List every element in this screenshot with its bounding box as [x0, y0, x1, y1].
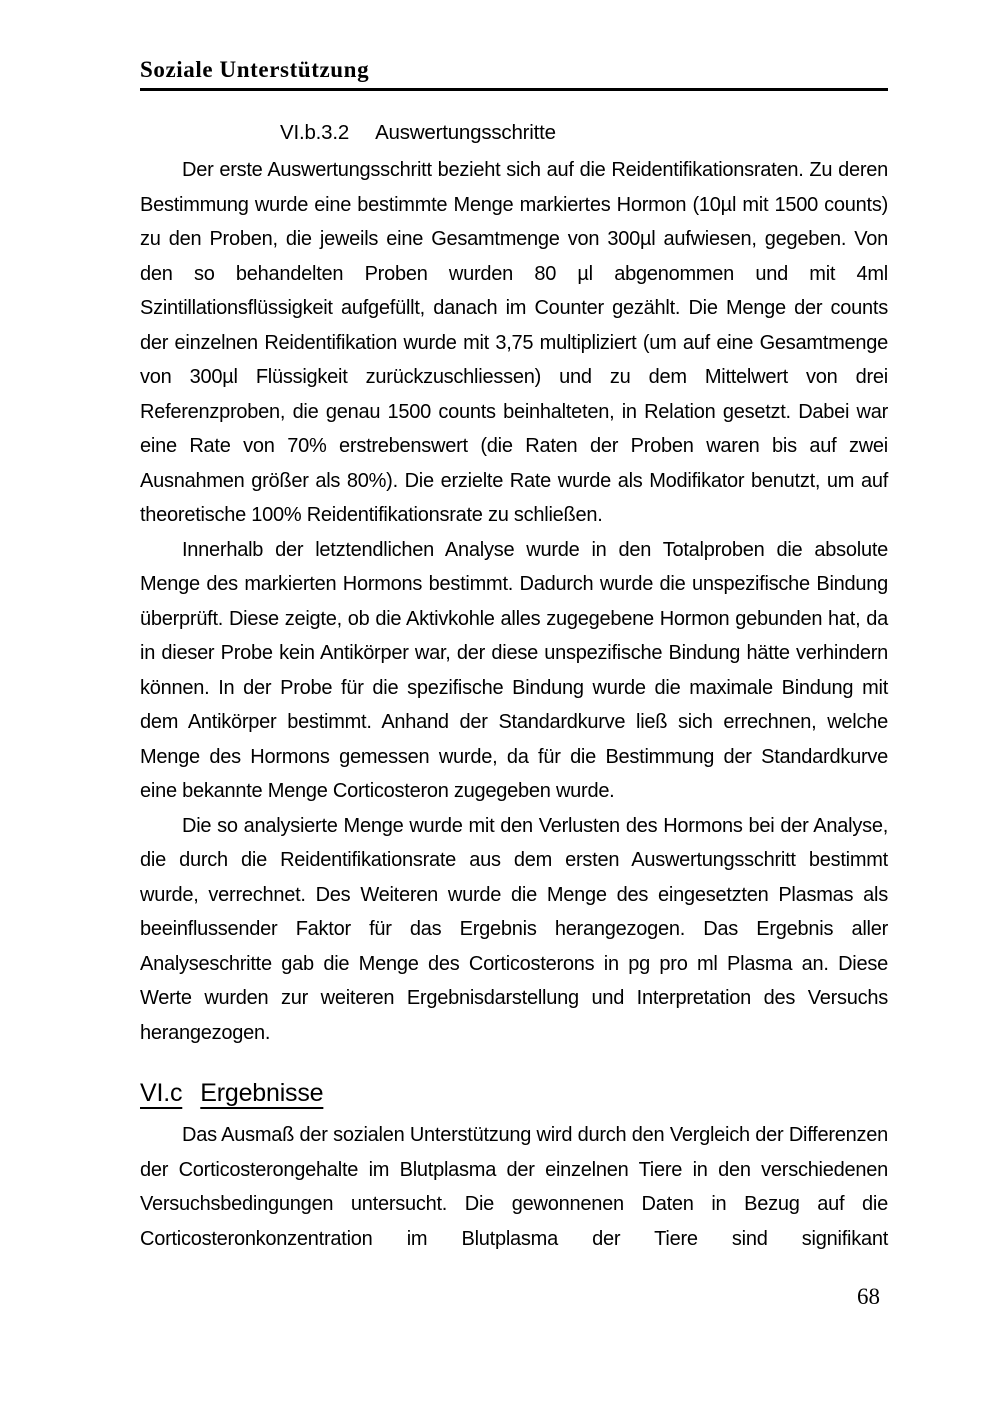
- paragraph-results-intro: Das Ausmaß der sozialen Unterstützung wird durch den Vergleich der Differenzen der Corticosterongehalte im Blutplasma der einzelnen Tiere in den verschiedenen Versuchsbedingungen untersucht. Die gewonnenen Daten in Bezug auf die Corticosteronkonzentration im Blutplasma der Tiere sind signifikant: [140, 1124, 888, 1250]
- paragraph-binding-analysis: Innerhalb der letztendlichen Analyse wurde in den Totalproben die absolute Menge des markierten Hormons bestimmt. Dadurch wurde die unspezifische Bindung überprüft. Diese zeigte, ob die Aktivkohle alles zugegebene Hormon gebunden hat, da in dieser Probe kein Antikörper war, der diese unspezifische Bindung hätte verhindern können. In der Probe für die spezifische Bindung wurde die maximale Bindung mit dem Antikörper bestimmt. Anhand der Standardkurve ließ sich errechnen, welche Menge des Hormons gemessen wurde, da für die Bestimmung der Standardkurve eine bekannte Menge Corticosteron zugegeben wurde.: [140, 538, 888, 802]
- page-number: 68: [857, 1284, 880, 1309]
- page-footer: [140, 1282, 888, 1312]
- running-header: [140, 56, 888, 91]
- paragraph-reidentification: Der erste Auswertungsschritt bezieht sich auf die Reidentifikationsraten. Zu deren Bestimmung wurde eine bestimmte Menge markiertes Hormon (10µl mit 1500 counts) zu den Proben, die jeweils eine Gesamtmenge von 300µl aufwiesen, gegeben. Von den so behandelten Proben wurden 80 µl abgenommen und mit 4ml Szintillationsflüssigkeit aufgefüllt, danach im Counter gezählt. Die Menge der counts der einzelnen Reidentifikation wurde mit 3,75 multipliziert (um auf eine Gesamtmenge von 300µl Flüssigkeit zurückzuschliessen) und zu dem Mittelwert von drei Referenzproben, die genau 1500 counts beinhalteten, in Relation gesetzt. Dabei war eine Rate von 70% erstrebenswert (die Raten der Proben waren bis auf zwei Ausnahmen größer als 80%). Die erzielte Rate wurde als Modifikator benutzt, um auf theoretische 100% Reidentifikationsrate zu schließen.: [140, 159, 888, 526]
- section-heading-number: VI.b.3.2: [280, 121, 350, 144]
- running-header-title: Soziale Unterstützung: [140, 57, 370, 82]
- subsection-heading-number: VI.c: [140, 1079, 183, 1107]
- section-heading: [280, 117, 888, 149]
- paragraph-result-calculation: Die so analysierte Menge wurde mit den Verlusten des Hormons bei der Analyse, die durch die Reidentifikationsrate aus dem ersten Auswertungsschritt bestimmt wurde, verrechnet. Des Weiteren wurde die Menge des eingesetzten Plasmas als beeinflussender Faktor für das Ergebnis herangezogen. Das Ergebnis aller Analyseschritte gab die Menge des Corticosterons in pg pro ml Plasma an. Diese Werte wurden zur weiteren Ergebnisdarstellung und Interpretation des Versuchs herangezogen.: [140, 814, 888, 1044]
- body-text: [140, 153, 888, 1050]
- subsection-heading-title: Ergebnisse: [200, 1079, 324, 1107]
- results-body-text: [140, 1118, 888, 1256]
- subsection-heading: [140, 1074, 888, 1112]
- section-heading-title: Auswertungsschritte: [375, 121, 556, 144]
